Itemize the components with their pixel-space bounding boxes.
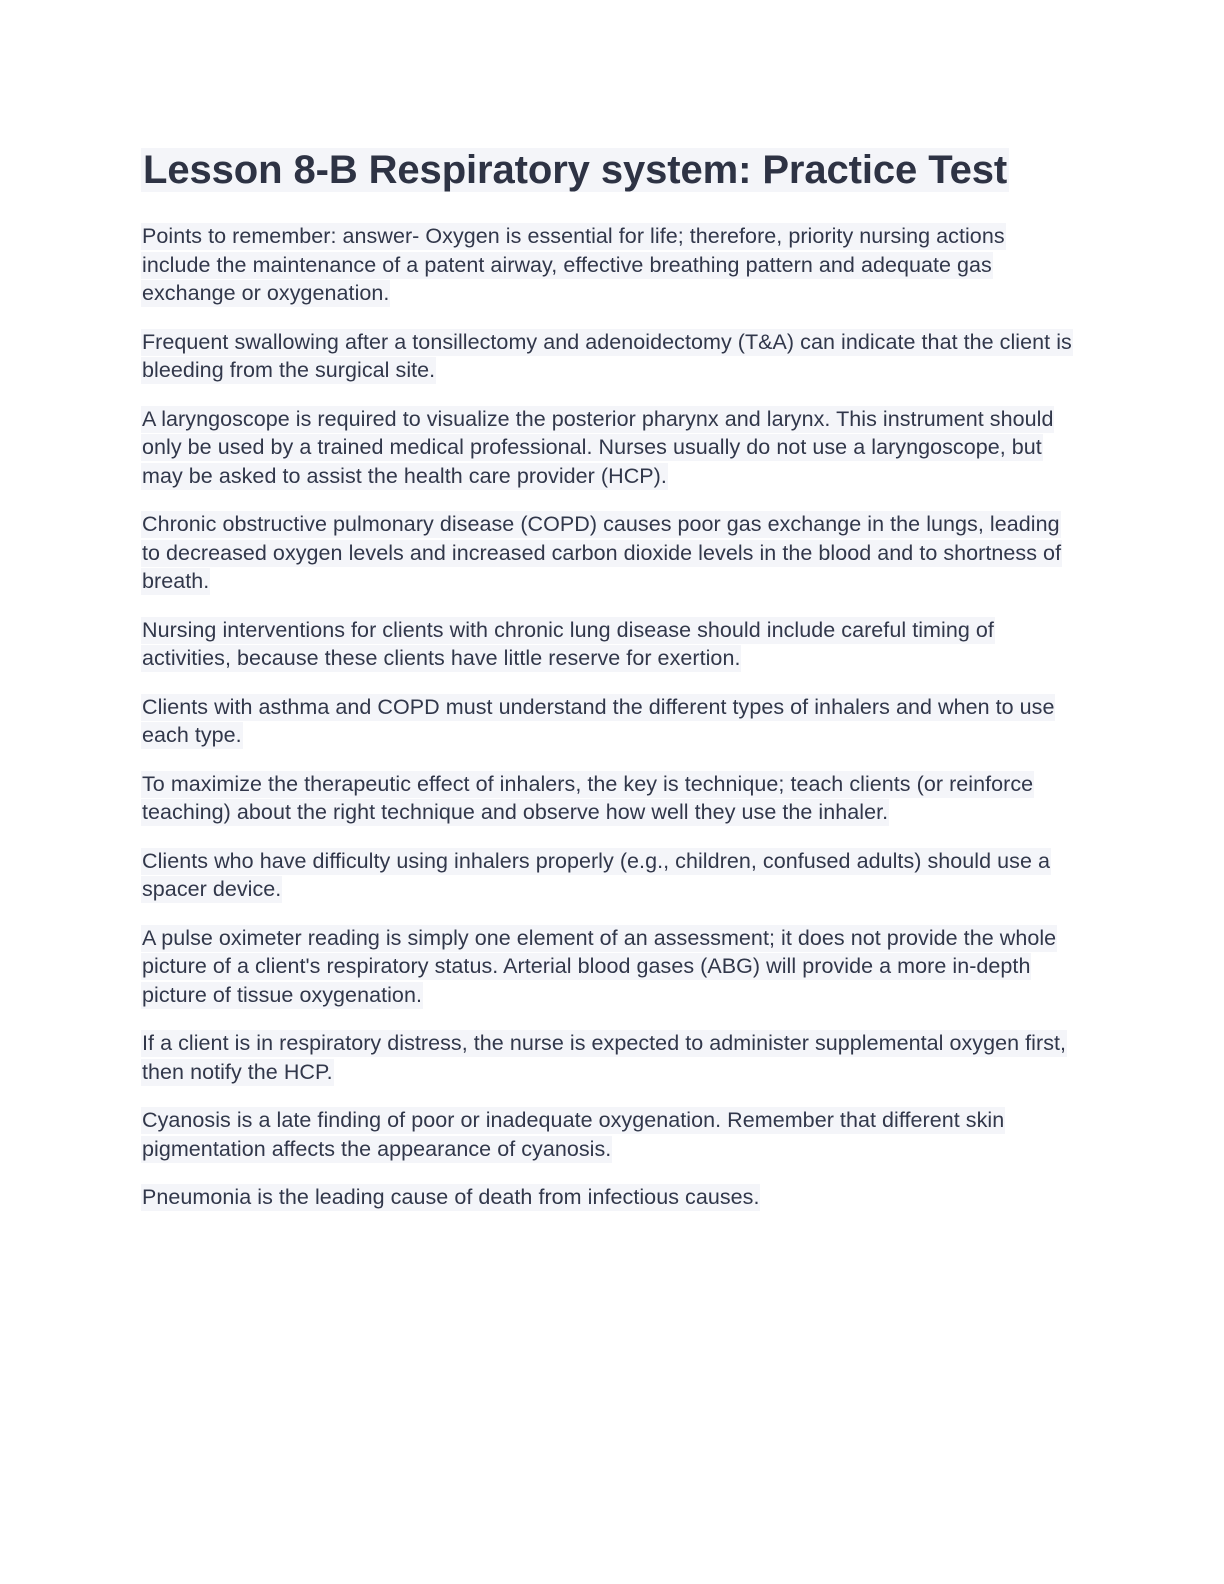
paragraph-text: Clients who have difficulty using inhalers properly (e.g., children, confused adults) should use a spacer device. — [142, 848, 1051, 901]
paragraph — [141, 405, 1073, 491]
paragraph-text: A pulse oximeter reading is simply one element of an assessment; it does not provide the whole picture of a client's respiratory status. Arterial blood gases (ABG) will provide a more in-depth picture of tissue oxygenation. — [142, 925, 1057, 1007]
paragraph-text: Chronic obstructive pulmonary disease (COPD) causes poor gas exchange in the lungs, leading to decreased oxygen levels and increased carbon dioxide levels in the blood and to shortness of breath. — [142, 512, 1062, 593]
paragraph — [141, 1183, 1073, 1212]
paragraph-text: Frequent swallowing after a tonsillectomy and adenoidectomy (T&A) can indicate that the client is bleeding from the surgical site. — [142, 329, 1072, 382]
page-title-text: Lesson 8-B Respiratory system: Practice Test — [143, 148, 1008, 192]
paragraph — [141, 770, 1073, 827]
paragraph-text: If a client is in respiratory distress, the nurse is expected to administer supplemental oxygen first, then notify the HCP. — [142, 1031, 1067, 1084]
paragraph — [141, 222, 1073, 308]
paragraph-text: Pneumonia is the leading cause of death from infectious causes. — [142, 1185, 760, 1209]
paragraph — [141, 328, 1073, 385]
paragraph-text: To maximize the therapeutic effect of inhalers, the key is technique; teach clients (or reinforce teaching) about the right technique and observe how well they use the inhaler. — [142, 771, 1034, 824]
paragraph-text: A laryngoscope is required to visualize the posterior pharynx and larynx. This instrument should only be used by a trained medical professional. Nurses usually do not use a laryngoscope, but may be asked to assist the health care provider (HCP). — [142, 406, 1054, 488]
paragraph-text: Points to remember: answer- Oxygen is essential for life; therefore, priority nursing actions include the maintenance of a patent airway, effective breathing pattern and adequate gas exchange or oxygenation. — [142, 224, 1005, 305]
paragraph — [141, 693, 1073, 750]
paragraph — [141, 924, 1073, 1010]
page-title — [141, 142, 1084, 198]
paragraph-text: Cyanosis is a late finding of poor or inadequate oxygenation. Remember that different skin pigmentation affects the appearance of cyanosis. — [142, 1108, 1005, 1161]
paragraph — [141, 616, 1073, 673]
paragraph-text: Nursing interventions for clients with chronic lung disease should include careful timing of activities, because these clients have little reserve for exertion. — [142, 617, 994, 670]
document-body — [141, 222, 1073, 1212]
paragraph — [141, 847, 1073, 904]
paragraph — [141, 1029, 1073, 1086]
paragraph — [141, 1106, 1073, 1163]
paragraph-text: Clients with asthma and COPD must understand the different types of inhalers and when to use each type. — [142, 694, 1055, 747]
paragraph — [141, 510, 1073, 596]
